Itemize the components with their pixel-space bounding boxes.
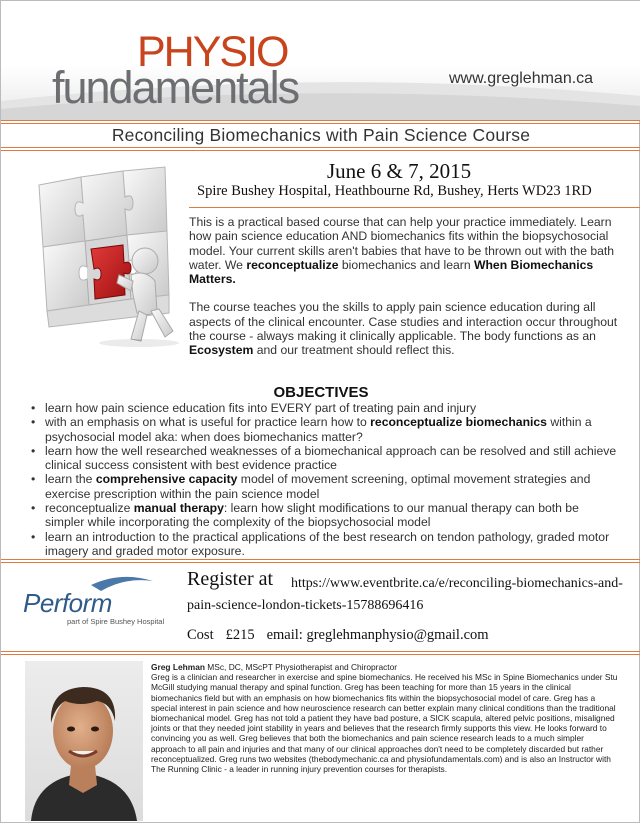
objective-bold: comprehensive capacity <box>95 472 238 487</box>
objective-bold: reconceptualize biomechanics <box>370 415 547 430</box>
intro-p1-text-2: biomechanics and learn <box>338 257 474 272</box>
intro-p1-text: This is a practical based course that can help your practice immediately. Learn how pain science education AND biomechanics fits within the biopsychosocial model. Your current skills aren't babies that have to be thrown out with the bath water. We <box>189 215 615 272</box>
objective-text: reconceptualize <box>45 501 134 516</box>
register-heading: Register at <box>187 568 274 590</box>
objective-item <box>31 401 621 415</box>
intro-p2-text-2: and our treatment should reflect this. <box>253 343 455 358</box>
perform-logo-subtitle: part of Spire Bushey Hospital <box>67 617 165 626</box>
objective-bold: manual therapy <box>133 501 224 516</box>
cost-label: Cost <box>187 627 214 643</box>
objectives-heading: OBJECTIVES <box>273 384 369 401</box>
cost-line <box>187 627 501 644</box>
instructor-bio <box>151 662 621 774</box>
instructor-photo <box>25 661 143 821</box>
objective-text: learn how pain science education fits into EVERY part of treating pain and injury <box>45 401 477 415</box>
course-title: Reconciling Biomechanics with Pain Science Course <box>111 125 531 145</box>
objective-item <box>31 472 621 501</box>
header-rule <box>1 120 640 124</box>
cost-value: £215 <box>225 627 255 643</box>
objective-text: learn an introduction to the practical applications of the best research on tendon pathology, graded motor imagery and graded motor exposure. <box>45 529 610 558</box>
intro-p1-bold-when: When Biomechanics Matters. <box>189 257 594 287</box>
intro-paragraph-2 <box>189 300 619 357</box>
objective-item <box>31 530 621 559</box>
objective-text: : learn how slight modifications to our manual therapy can both be simpler while incorporating the complexity of the biopsychosocial model <box>45 501 579 530</box>
register-link[interactable]: https://www.eventbrite.ca/e/reconciling-biomechanics-and-pain-science-london-tickets-15788696416 <box>187 576 623 613</box>
register-rule-top <box>1 559 640 563</box>
bio-rule-top <box>1 651 640 655</box>
logo-physio-text: PHYSIO <box>137 28 288 76</box>
puzzle-illustration <box>19 163 187 348</box>
website-link[interactable]: www.greglehman.ca <box>449 70 594 87</box>
objective-item <box>31 415 621 444</box>
objective-text: with an emphasis on what is useful for practice learn how to <box>45 415 371 430</box>
intro-text <box>189 215 619 372</box>
instructor-credentials: MSc, DC, MScPT Physiotherapist and Chiropractor <box>204 662 398 672</box>
location-rule <box>189 207 640 208</box>
objective-item <box>31 501 621 530</box>
intro-p2-text: The course teaches you the skills to apply pain science education during all aspects of the clinical encounter. Case studies and interaction occur throughout the course - always making it clinically applicable. The body functions as an <box>189 300 618 344</box>
event-location: Spire Bushey Hospital, Heathbourne Rd, Bushey, Herts WD23 1RD <box>197 183 592 199</box>
logo-fundamentals-text: fundamentals <box>52 62 299 113</box>
objective-item <box>31 444 621 473</box>
instructor-name: Greg Lehman <box>151 662 205 672</box>
perform-logo: Perform <box>23 588 112 618</box>
objective-text: within a psychosocial model aka: when does biomechanics matter? <box>45 415 592 444</box>
event-date: June 6 & 7, 2015 <box>327 159 472 183</box>
intro-p2-bold-ecosystem: Ecosystem <box>189 343 254 358</box>
objective-text: model of movement screening, optimal movement strategies and exercise prescription within the pain science model <box>45 472 591 501</box>
intro-paragraph-1 <box>189 215 619 286</box>
objectives-list <box>31 401 621 558</box>
objective-text: learn how the well researched weaknesses of a biomechanical approach can be resolved and still achieve clinical success consistent with best evidence practice <box>45 443 617 473</box>
objective-text: learn the <box>45 472 96 487</box>
instructor-bio-text: Greg is a clinician and researcher in exercise and spine biomechanics. He received his MSc in Spine Biomechanics under Stu McGill studying manual therapy and spinal function. Greg has been teaching for more than 15 years in the clinical biomechanics field but with an emphasis on how biomechanics fits within the biopsychosocial model of care. Greg has a special interest in pain science and how neuroscience research can better explain many clinical conditions than the traditional biomechanical model. Greg has not told a patient they have bad posture, a SICK scapula, altered pelvic positions, misaligned joints or that they needed joint stability in years and believes that the research firmly supports this view. He looks forward to convincing you as well. Greg believes that both the biomechanics and pain science research leads to a much simpler approach to all pain and injuries and that many of our clinical approaches don't need to be completely discarded but rather reconceptualized. Greg runs two websites (thebodymechanic.ca and physiofundamentals.com) and is also an Instructor with The Running Clinic - a leader in running injury prevention courses for therapists. <box>151 672 618 775</box>
register-url-block <box>187 573 627 617</box>
title-rule <box>1 147 640 151</box>
contact-email[interactable]: email: greglehmanphysio@gmail.com <box>266 627 489 643</box>
intro-p1-bold-reconceptualize: reconceptualize <box>246 257 339 272</box>
